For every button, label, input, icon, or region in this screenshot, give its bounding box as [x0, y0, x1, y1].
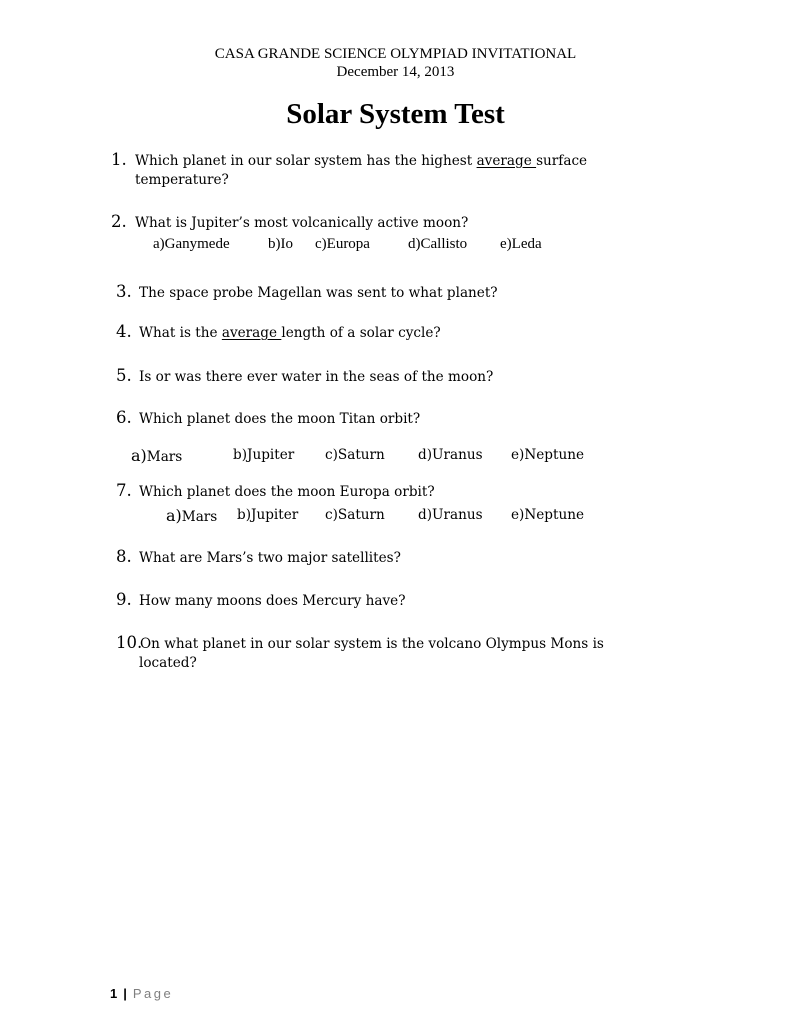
page-footer [110, 985, 173, 1003]
question-text: The space probe Magellan was sent to what planet? [139, 285, 498, 301]
page-label: Page [132, 986, 174, 1001]
page-title: Solar System Test [286, 98, 505, 130]
question-text: Is or was there ever water in the seas of the moon? [139, 369, 494, 385]
answer-option-d: d)Uranus [418, 447, 483, 463]
event-date: December 14, 2013 [336, 64, 455, 80]
option-text: Mars [181, 509, 218, 525]
question-number: 3. [116, 282, 132, 301]
answer-option-b: b)Io [268, 236, 293, 252]
footer-separator: | [123, 986, 127, 1001]
question-text: Which planet does the moon Europa orbit? [139, 484, 435, 500]
underlined-word: average [476, 153, 537, 169]
answer-option-e: e)Neptune [511, 447, 585, 463]
question-number: 4. [116, 322, 132, 341]
question-text-part: Which planet in our solar system has the highest [135, 153, 477, 169]
question-number: 10. [116, 633, 143, 652]
question-number: 1. [111, 150, 127, 169]
question-text-part: length of a solar cycle? [281, 325, 441, 341]
answer-option-c: c)Saturn [325, 507, 385, 523]
question-text [139, 324, 441, 343]
answer-option-b: b)Jupiter [233, 447, 295, 463]
question-text [135, 152, 587, 171]
answer-option-b: b)Jupiter [237, 507, 299, 523]
question-number: 9. [116, 590, 132, 609]
question-text-continued: located? [139, 655, 197, 671]
answer-option-a: a)Ganymede [153, 236, 230, 252]
question-text: On what planet in our solar system is the volcano Olympus Mons is [140, 636, 604, 652]
question-number: 8. [116, 547, 132, 566]
answer-option-a [131, 446, 182, 467]
page-number: 1 [110, 986, 118, 1001]
answer-option-a [166, 506, 217, 527]
question-text-part: What is the [139, 325, 222, 341]
event-header: CASA GRANDE SCIENCE OLYMPIAD INVITATIONAL [214, 46, 577, 62]
underlined-word: average [221, 325, 282, 341]
question-text: What is Jupiter’s most volcanically active moon? [135, 215, 469, 231]
answer-option-d: d)Callisto [408, 236, 468, 252]
question-number: 6. [116, 408, 132, 427]
question-number: 5. [116, 366, 132, 385]
question-text-continued: temperature? [135, 172, 229, 188]
answer-option-e: e)Neptune [511, 507, 585, 523]
question-text-part: surface [536, 153, 588, 169]
option-letter: a) [131, 446, 147, 465]
answer-option-c: c)Europa [315, 236, 370, 252]
question-number: 2. [111, 212, 127, 231]
answer-option-e: e)Leda [500, 236, 542, 252]
answer-option-c: c)Saturn [325, 447, 385, 463]
question-number: 7. [116, 481, 132, 500]
question-text: Which planet does the moon Titan orbit? [139, 411, 421, 427]
option-letter: a) [166, 506, 182, 525]
option-text: Mars [146, 449, 183, 465]
answer-option-d: d)Uranus [418, 507, 483, 523]
question-text: How many moons does Mercury have? [139, 593, 406, 609]
question-text: What are Mars’s two major satellites? [139, 550, 401, 566]
